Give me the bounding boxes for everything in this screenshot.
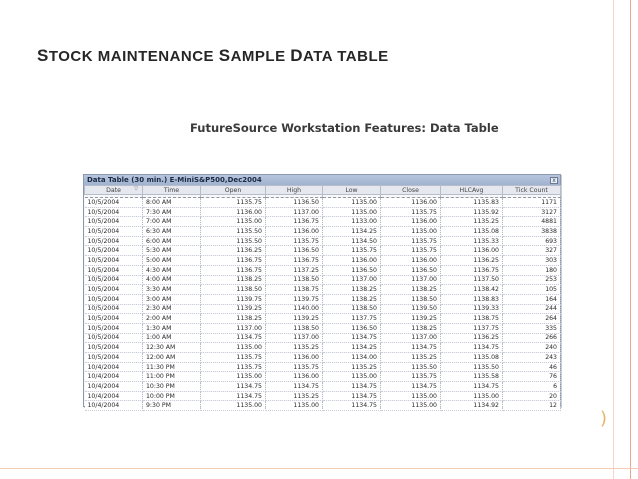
table-cell: 1135.50 bbox=[441, 362, 503, 372]
table-cell: 6:00 AM bbox=[143, 236, 201, 246]
column-header-low[interactable] bbox=[323, 186, 381, 195]
table-cell: 10/5/2004 bbox=[85, 343, 143, 353]
slide-title-part: ATA TABLE bbox=[303, 48, 389, 65]
table-cell: 12:00 AM bbox=[143, 353, 201, 363]
table-cell: 10/4/2004 bbox=[85, 401, 143, 411]
table-cell: 243 bbox=[503, 353, 561, 363]
right-accent-line bbox=[630, 0, 631, 479]
table-header-row bbox=[85, 186, 561, 195]
table-row[interactable] bbox=[85, 246, 561, 256]
table-cell: 1135.00 bbox=[441, 391, 503, 401]
column-header-high[interactable] bbox=[266, 186, 323, 195]
table-cell: 1137.25 bbox=[266, 265, 323, 275]
slide-title-part: TOCK MAINTENANCE bbox=[48, 48, 219, 65]
table-cell: 240 bbox=[503, 343, 561, 353]
table-row[interactable] bbox=[85, 362, 561, 372]
table-cell: 1:00 AM bbox=[143, 333, 201, 343]
table-row[interactable] bbox=[85, 275, 561, 285]
table-cell: 3:00 AM bbox=[143, 294, 201, 304]
table-cell: 1134.25 bbox=[323, 343, 381, 353]
table-cell: 1138.50 bbox=[381, 294, 441, 304]
table-cell: 1136.75 bbox=[266, 256, 323, 266]
column-header-label: Open bbox=[224, 186, 242, 194]
table-cell: 1135.00 bbox=[201, 401, 266, 411]
table-cell: 1134.75 bbox=[381, 343, 441, 353]
table-cell: 1135.83 bbox=[441, 198, 503, 208]
table-cell: 10/5/2004 bbox=[85, 217, 143, 227]
table-cell: 1139.50 bbox=[381, 304, 441, 314]
table-cell: 1135.00 bbox=[381, 227, 441, 237]
table-cell: 5:00 AM bbox=[143, 256, 201, 266]
table-cell: 1136.00 bbox=[381, 256, 441, 266]
table-cell: 3838 bbox=[503, 227, 561, 237]
table-row[interactable] bbox=[85, 285, 561, 295]
table-row[interactable] bbox=[85, 227, 561, 237]
table-cell: 303 bbox=[503, 256, 561, 266]
table-cell: 253 bbox=[503, 275, 561, 285]
table-cell: 3:30 AM bbox=[143, 285, 201, 295]
table-cell: 1136.00 bbox=[266, 372, 323, 382]
table-cell: 1135.25 bbox=[323, 362, 381, 372]
table-cell: 11:30 PM bbox=[143, 362, 201, 372]
table-cell: 1135.00 bbox=[323, 207, 381, 217]
table-cell: 1135.00 bbox=[201, 217, 266, 227]
table-cell: 1135.00 bbox=[323, 372, 381, 382]
table-cell: 1135.00 bbox=[323, 198, 381, 208]
table-cell: 1134.50 bbox=[323, 236, 381, 246]
table-cell: 1138.25 bbox=[201, 275, 266, 285]
table-cell: 1136.25 bbox=[441, 256, 503, 266]
table-cell: 1137.00 bbox=[323, 275, 381, 285]
table-cell: 10/5/2004 bbox=[85, 198, 143, 208]
table-cell: 6:30 AM bbox=[143, 227, 201, 237]
table-row[interactable] bbox=[85, 401, 561, 411]
table-cell: 327 bbox=[503, 246, 561, 256]
table-cell: 1136.75 bbox=[441, 265, 503, 275]
slide-title-part: D bbox=[290, 46, 304, 65]
table-row[interactable] bbox=[85, 343, 561, 353]
table-cell: 1139.33 bbox=[441, 304, 503, 314]
table-cell: 1135.58 bbox=[441, 372, 503, 382]
table-cell: 1134.75 bbox=[381, 382, 441, 392]
table-row[interactable] bbox=[85, 333, 561, 343]
table-cell: 7:00 AM bbox=[143, 217, 201, 227]
slide-title-part: S bbox=[218, 46, 231, 65]
table-cell: 1135.08 bbox=[441, 227, 503, 237]
table-cell: 10/4/2004 bbox=[85, 372, 143, 382]
table-row[interactable] bbox=[85, 207, 561, 217]
table-cell: 1136.00 bbox=[266, 227, 323, 237]
table-cell: 1134.75 bbox=[201, 333, 266, 343]
table-cell: 1136.75 bbox=[266, 217, 323, 227]
table-cell: 1171 bbox=[503, 198, 561, 208]
table-cell: 1138.50 bbox=[323, 304, 381, 314]
table-cell: 1140.00 bbox=[266, 304, 323, 314]
table-cell: 1138.42 bbox=[441, 285, 503, 295]
table-cell: 10/5/2004 bbox=[85, 314, 143, 324]
column-header-label: Time bbox=[163, 186, 180, 194]
table-cell: 180 bbox=[503, 265, 561, 275]
table-cell: 10/4/2004 bbox=[85, 362, 143, 372]
column-header-close[interactable] bbox=[381, 186, 441, 195]
table-row[interactable] bbox=[85, 323, 561, 333]
column-header-tick-count[interactable] bbox=[503, 186, 561, 195]
decorative-paren-icon: ) bbox=[599, 408, 607, 429]
table-cell: 11:00 PM bbox=[143, 372, 201, 382]
table-cell: 10/4/2004 bbox=[85, 391, 143, 401]
table-cell: 1135.25 bbox=[441, 217, 503, 227]
table-cell: 1137.50 bbox=[441, 275, 503, 285]
table-cell: 1134.75 bbox=[441, 382, 503, 392]
table-cell: 10/5/2004 bbox=[85, 294, 143, 304]
table-row[interactable] bbox=[85, 294, 561, 304]
table-cell: 1134.00 bbox=[323, 353, 381, 363]
table-cell: 1138.50 bbox=[201, 285, 266, 295]
table-cell: 244 bbox=[503, 304, 561, 314]
column-header-time[interactable] bbox=[143, 186, 201, 195]
table-cell: 1138.83 bbox=[441, 294, 503, 304]
table-cell: 1135.92 bbox=[441, 207, 503, 217]
table-cell: 1136.25 bbox=[201, 246, 266, 256]
table-row[interactable] bbox=[85, 198, 561, 208]
table-cell: 1138.25 bbox=[381, 285, 441, 295]
table-cell: 10:00 PM bbox=[143, 391, 201, 401]
table-cell: 1139.25 bbox=[381, 314, 441, 324]
table-cell: 1139.75 bbox=[266, 294, 323, 304]
column-header-label: Date bbox=[106, 186, 121, 194]
table-cell: 1135.75 bbox=[201, 198, 266, 208]
table-cell: 1135.75 bbox=[381, 246, 441, 256]
table-cell: 10/5/2004 bbox=[85, 236, 143, 246]
table-cell: 1136.00 bbox=[381, 217, 441, 227]
table-cell: 1133.00 bbox=[323, 217, 381, 227]
table-cell: 1136.50 bbox=[381, 265, 441, 275]
close-icon[interactable]: x bbox=[550, 177, 558, 184]
table-cell: 1134.75 bbox=[323, 333, 381, 343]
table-cell: 335 bbox=[503, 323, 561, 333]
table-row[interactable] bbox=[85, 265, 561, 275]
table-cell: 10/5/2004 bbox=[85, 265, 143, 275]
table-cell: 1136.50 bbox=[266, 198, 323, 208]
column-header-label: Low bbox=[345, 186, 358, 194]
table-cell: 1138.75 bbox=[441, 314, 503, 324]
table-cell: 10:30 PM bbox=[143, 382, 201, 392]
table-cell: 1139.75 bbox=[201, 294, 266, 304]
table-cell: 1135.50 bbox=[201, 236, 266, 246]
table-cell: 1136.50 bbox=[266, 246, 323, 256]
table-cell: 1136.00 bbox=[201, 207, 266, 217]
table-cell: 1136.50 bbox=[323, 323, 381, 333]
right-accent-line-inner bbox=[613, 0, 614, 479]
table-cell: 1134.75 bbox=[323, 391, 381, 401]
table-row[interactable] bbox=[85, 236, 561, 246]
table-cell: 1137.00 bbox=[201, 323, 266, 333]
table-cell: 10/5/2004 bbox=[85, 256, 143, 266]
table-cell: 10/5/2004 bbox=[85, 353, 143, 363]
table-cell: 1135.50 bbox=[201, 227, 266, 237]
table-cell: 10/5/2004 bbox=[85, 304, 143, 314]
table-cell: 10/5/2004 bbox=[85, 275, 143, 285]
table-cell: 6 bbox=[503, 382, 561, 392]
table-cell: 264 bbox=[503, 314, 561, 324]
column-header-hlcavg[interactable] bbox=[441, 186, 503, 195]
table-cell: 1136.00 bbox=[323, 256, 381, 266]
table-cell: 1139.25 bbox=[201, 304, 266, 314]
table-cell: 1137.00 bbox=[266, 333, 323, 343]
column-header-label: High bbox=[286, 186, 302, 194]
table-cell: 1134.75 bbox=[323, 382, 381, 392]
table-cell: 1138.25 bbox=[323, 285, 381, 295]
slide-title-part: S bbox=[37, 46, 49, 65]
table-cell: 1135.50 bbox=[381, 362, 441, 372]
figure-caption: FutureSource Workstation Features: Data Table bbox=[190, 121, 499, 135]
data-table-window bbox=[83, 174, 561, 410]
table-cell: 1135.75 bbox=[266, 362, 323, 372]
column-header-label: Tick Count bbox=[515, 186, 548, 194]
table-cell: 1135.00 bbox=[266, 401, 323, 411]
table-cell: 1134.75 bbox=[441, 343, 503, 353]
table-cell: 1134.75 bbox=[323, 401, 381, 411]
table-cell: 1135.75 bbox=[381, 372, 441, 382]
data-table-grid bbox=[84, 185, 561, 411]
table-cell: 1134.25 bbox=[323, 227, 381, 237]
table-cell: 1135.75 bbox=[381, 207, 441, 217]
table-cell: 1:30 AM bbox=[143, 323, 201, 333]
table-cell: 10/5/2004 bbox=[85, 333, 143, 343]
table-cell: 1137.00 bbox=[381, 333, 441, 343]
table-cell: 2:00 AM bbox=[143, 314, 201, 324]
table-cell: 1136.00 bbox=[381, 198, 441, 208]
table-cell: 1135.00 bbox=[381, 391, 441, 401]
table-cell: 76 bbox=[503, 372, 561, 382]
table-cell: 266 bbox=[503, 333, 561, 343]
table-cell: 10/5/2004 bbox=[85, 207, 143, 217]
table-cell: 1134.75 bbox=[201, 382, 266, 392]
table-cell: 1136.75 bbox=[201, 256, 266, 266]
table-row[interactable] bbox=[85, 372, 561, 382]
table-row[interactable] bbox=[85, 353, 561, 363]
table-cell: 46 bbox=[503, 362, 561, 372]
table-cell: 9:30 PM bbox=[143, 401, 201, 411]
table-row[interactable] bbox=[85, 314, 561, 324]
table-cell: 105 bbox=[503, 285, 561, 295]
sort-arrow-icon[interactable]: ▽ bbox=[134, 186, 138, 192]
table-cell: 20 bbox=[503, 391, 561, 401]
table-cell: 1138.50 bbox=[266, 275, 323, 285]
table-cell: 1138.25 bbox=[323, 294, 381, 304]
table-cell: 1135.75 bbox=[266, 236, 323, 246]
table-cell: 4881 bbox=[503, 217, 561, 227]
data-table-window-title: Data Table (30 min.) E-MiniS&P500,Dec2004 bbox=[87, 176, 262, 184]
table-cell: 1135.33 bbox=[441, 236, 503, 246]
table-cell: 1135.00 bbox=[381, 401, 441, 411]
table-cell: 7:30 AM bbox=[143, 207, 201, 217]
slide-title bbox=[37, 46, 389, 66]
table-cell: 1135.75 bbox=[201, 362, 266, 372]
bottom-accent-line bbox=[0, 468, 638, 469]
table-cell: 10/4/2004 bbox=[85, 382, 143, 392]
table-cell: 1135.25 bbox=[381, 353, 441, 363]
slide-title-part: AMPLE bbox=[230, 48, 291, 65]
table-cell: 1135.75 bbox=[323, 246, 381, 256]
table-cell: 8:00 AM bbox=[143, 198, 201, 208]
table-cell: 10/5/2004 bbox=[85, 227, 143, 237]
table-cell: 1135.75 bbox=[201, 353, 266, 363]
table-cell: 12:30 AM bbox=[143, 343, 201, 353]
table-cell: 12 bbox=[503, 401, 561, 411]
table-row[interactable] bbox=[85, 382, 561, 392]
table-cell: 1138.25 bbox=[381, 323, 441, 333]
data-table-titlebar[interactable] bbox=[84, 175, 560, 185]
table-cell: 1137.00 bbox=[266, 207, 323, 217]
table-cell: 3127 bbox=[503, 207, 561, 217]
table-cell: 1135.75 bbox=[381, 236, 441, 246]
table-cell: 1136.75 bbox=[201, 265, 266, 275]
table-cell: 164 bbox=[503, 294, 561, 304]
table-cell: 1135.25 bbox=[266, 391, 323, 401]
table-cell: 10/5/2004 bbox=[85, 246, 143, 256]
table-row[interactable] bbox=[85, 256, 561, 266]
table-cell: 693 bbox=[503, 236, 561, 246]
table-cell: 1138.25 bbox=[201, 314, 266, 324]
table-cell: 1134.92 bbox=[441, 401, 503, 411]
table-cell: 1135.00 bbox=[201, 372, 266, 382]
column-header-label: Close bbox=[402, 186, 419, 194]
table-cell: 1136.00 bbox=[441, 246, 503, 256]
table-cell: 4:00 AM bbox=[143, 275, 201, 285]
table-row[interactable] bbox=[85, 217, 561, 227]
table-cell: 4:30 AM bbox=[143, 265, 201, 275]
table-cell: 1136.50 bbox=[323, 265, 381, 275]
table-cell: 1138.75 bbox=[266, 285, 323, 295]
table-cell: 1135.25 bbox=[266, 343, 323, 353]
table-cell: 10/5/2004 bbox=[85, 323, 143, 333]
table-cell: 5:30 AM bbox=[143, 246, 201, 256]
table-cell: 1134.75 bbox=[266, 382, 323, 392]
table-row[interactable] bbox=[85, 304, 561, 314]
table-cell: 10/5/2004 bbox=[85, 285, 143, 295]
column-header-date[interactable] bbox=[85, 186, 143, 195]
table-cell: 1137.75 bbox=[441, 323, 503, 333]
table-cell: 2:30 AM bbox=[143, 304, 201, 314]
table-cell: 1135.08 bbox=[441, 353, 503, 363]
table-row[interactable] bbox=[85, 391, 561, 401]
table-cell: 1137.75 bbox=[323, 314, 381, 324]
column-header-label: HLCAvg bbox=[459, 186, 484, 194]
table-cell: 1139.25 bbox=[266, 314, 323, 324]
table-cell: 1134.75 bbox=[201, 391, 266, 401]
table-cell: 1138.50 bbox=[266, 323, 323, 333]
table-cell: 1137.00 bbox=[381, 275, 441, 285]
table-cell: 1136.00 bbox=[266, 353, 323, 363]
table-body bbox=[85, 195, 561, 411]
column-header-open[interactable] bbox=[201, 186, 266, 195]
table-cell: 1135.00 bbox=[201, 343, 266, 353]
table-cell: 1136.25 bbox=[441, 333, 503, 343]
